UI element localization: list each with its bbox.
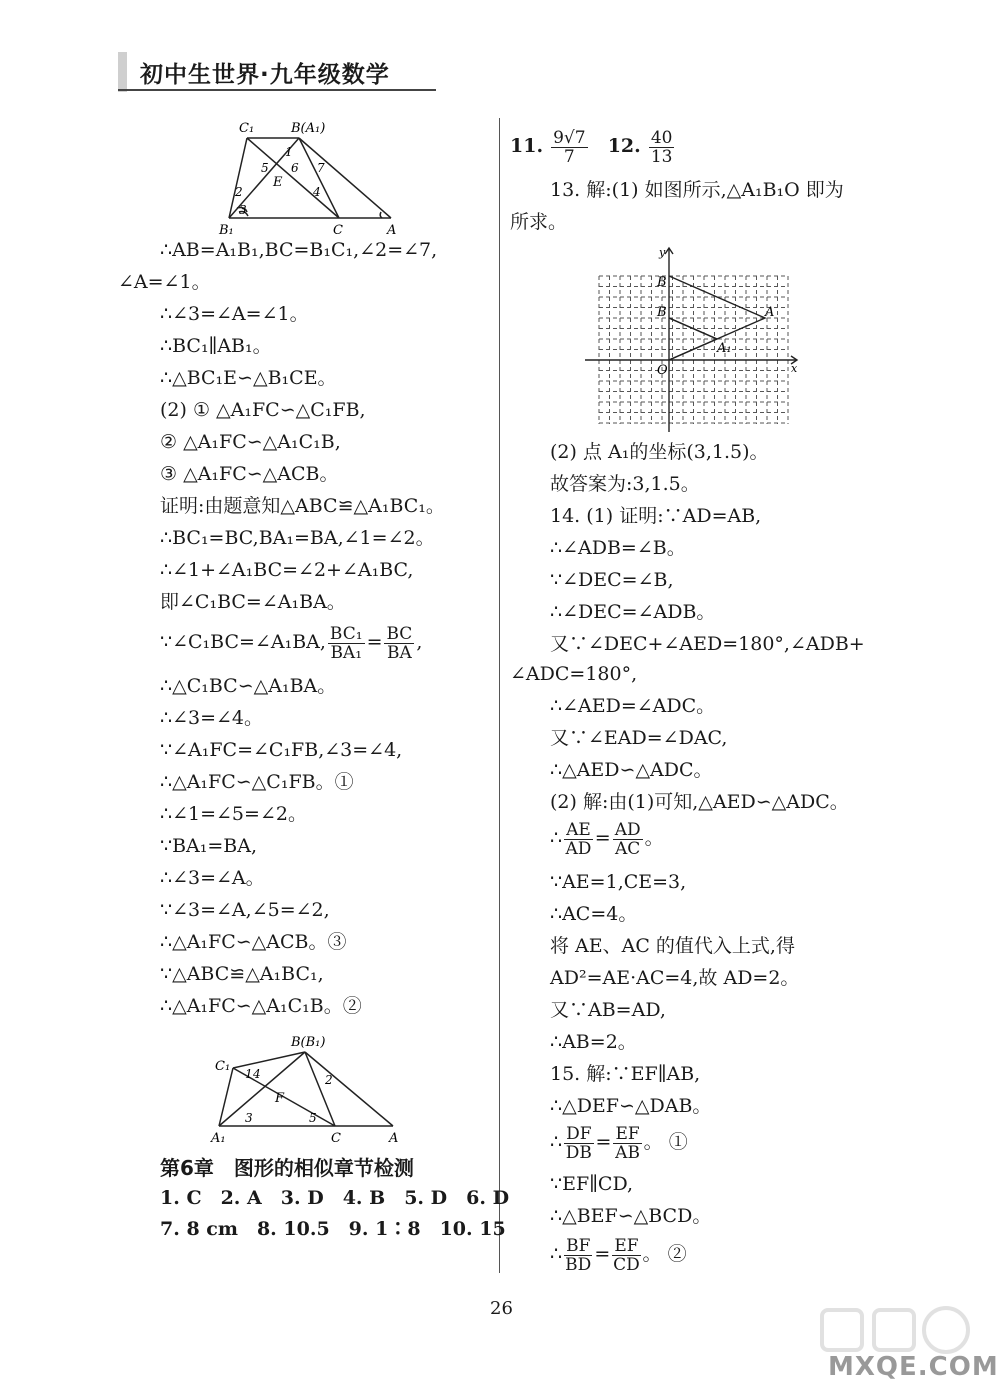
right-line: ∴△AED∽△ADC。 bbox=[550, 759, 713, 781]
right-line: ∴∠ADB=∠B。 bbox=[550, 537, 686, 559]
fig3-label-a: A bbox=[765, 305, 775, 320]
left-line: 证明:由题意知△ABC≌△A₁BC₁。 bbox=[160, 495, 445, 517]
fig2-angle-2: 2 bbox=[325, 1073, 333, 1087]
fig1-angle-3: 3 bbox=[239, 203, 247, 217]
left-line: ∴∠1=∠5=∠2。 bbox=[160, 803, 307, 825]
fig2-label-a1: A₁ bbox=[211, 1131, 226, 1144]
left-line: ∵BA₁=BA, bbox=[160, 835, 258, 857]
fig2-angle-1: 1 bbox=[245, 1067, 253, 1081]
left-line: ∴BC₁=BC,BA₁=BA,∠1=∠2。 bbox=[160, 527, 435, 549]
right-line: 又∵∠DEC+∠AED=180°,∠ADB+ bbox=[550, 633, 865, 655]
header-accent-bar bbox=[118, 52, 127, 92]
fig1-angle-4: 4 bbox=[313, 185, 321, 199]
figure-coordinate-grid bbox=[585, 244, 805, 434]
right-line: 将 AE、AC 的值代入上式,得 bbox=[550, 935, 795, 957]
right-line: ∵∠DEC=∠B, bbox=[550, 569, 674, 591]
right-line: ∴∠AED=∠ADC。 bbox=[550, 695, 716, 717]
right-line-fraction: ∴ $\frac{DF}{DB}$ = $\frac{EF}{AB}$ 。 ① bbox=[550, 1123, 688, 1163]
right-line: ∴AB=2。 bbox=[550, 1031, 637, 1053]
left-line: ∠A=∠1。 bbox=[118, 271, 211, 293]
fraction: $\frac{BC}{BA}$ bbox=[386, 623, 413, 663]
fig3-label-x: x bbox=[791, 362, 798, 375]
left-line: ∴△A₁FC∽△A₁C₁B。② bbox=[160, 995, 362, 1017]
answers-row-2: 7. 8 cm 8. 10.5 9. 1∶8 10. 15 bbox=[160, 1218, 506, 1240]
fraction: $\frac{EF}{CD}$ bbox=[613, 1235, 640, 1275]
right-line: 故答案为:3,1.5。 bbox=[550, 473, 700, 495]
fig2-label-f: F bbox=[275, 1091, 285, 1106]
right-line: 所求。 bbox=[510, 211, 568, 233]
right-line: ∴∠DEC=∠ADB。 bbox=[550, 601, 716, 623]
fraction: $\frac{40}{13}$ bbox=[650, 127, 673, 167]
left-line-text: ∵∠C₁BC=∠A₁BA, bbox=[160, 631, 326, 653]
fig3-label-b1: B bbox=[657, 305, 667, 320]
fig2-label-b: B(B₁) bbox=[291, 1035, 326, 1050]
left-line: ∴AB=A₁B₁,BC=B₁C₁,∠2=∠7, bbox=[160, 239, 438, 261]
right-line-fraction: ∴ $\frac{AE}{AD}$ = $\frac{AD}{AC}$ 。 bbox=[550, 819, 664, 859]
right-line: (2) 点 A₁的坐标(3,1.5)。 bbox=[550, 441, 769, 463]
watermark-text: MXQE.COM bbox=[828, 1352, 999, 1382]
section-title: 第6章 图形的相似章节检测 bbox=[160, 1156, 414, 1180]
right-line: ∴△DEF∽△DAB。 bbox=[550, 1095, 712, 1117]
fig2-angle-4: 4 bbox=[253, 1067, 261, 1081]
header-rule bbox=[118, 89, 436, 91]
fig1-label-a: A bbox=[387, 223, 397, 236]
right-line: 13. 解:(1) 如图所示,△A₁B₁O 即为 bbox=[550, 179, 844, 201]
left-line: ∴△C₁BC∽△A₁BA。 bbox=[160, 675, 337, 697]
fraction: $\frac{AD}{AC}$ bbox=[614, 819, 641, 859]
right-line: ∴△BEF∽△BCD。 bbox=[550, 1205, 712, 1227]
fig1-angle-2: 2 bbox=[235, 185, 243, 199]
left-line: ② △A₁FC∽△A₁C₁B, bbox=[160, 431, 341, 453]
fraction: $\frac{EF}{AB}$ bbox=[615, 1123, 640, 1163]
answers-row-1: 1. C 2. A 3. D 4. B 5. D 6. D bbox=[160, 1187, 510, 1209]
left-line: ∴∠3=∠A=∠1。 bbox=[160, 303, 309, 325]
right-line: 14. (1) 证明:∵AD=AB, bbox=[550, 505, 762, 527]
fig2-angle-5: 5 bbox=[309, 1111, 317, 1125]
left-line: ∴△A₁FC∽△ACB。③ bbox=[160, 931, 347, 953]
fraction: $\frac{BF}{BD}$ bbox=[565, 1235, 592, 1275]
page-number: 26 bbox=[490, 1298, 513, 1319]
fig1-label-b: B(A₁) bbox=[291, 121, 326, 136]
fig3-label-b: B bbox=[657, 275, 667, 290]
right-line: ∴AC=4。 bbox=[550, 903, 638, 925]
fig2-label-a: A bbox=[389, 1131, 399, 1144]
right-line: AD²=AE·AC=4,故 AD=2。 bbox=[550, 967, 800, 989]
fig1-angle-7: 7 bbox=[317, 161, 325, 175]
right-line: ∵AE=1,CE=3, bbox=[550, 871, 687, 893]
right-line: 又∵AB=AD, bbox=[550, 999, 666, 1021]
figure-trapezoid-1 bbox=[215, 118, 415, 236]
fraction: $\frac{9√7}{7}$ bbox=[553, 127, 586, 167]
page-header-title: 初中生世界·九年级数学 bbox=[140, 62, 390, 88]
fig1-angle-5: 5 bbox=[261, 161, 269, 175]
right-line: 15. 解:∵EF∥AB, bbox=[550, 1063, 701, 1085]
left-line: ∴△BC₁E∽△B₁CE。 bbox=[160, 367, 337, 389]
fraction: $\frac{AE}{AD}$ bbox=[565, 819, 592, 859]
fraction: $\frac{DF}{DB}$ bbox=[565, 1123, 592, 1163]
right-line: ∠ADC=180°, bbox=[510, 663, 638, 685]
left-line: ∵∠A₁FC=∠C₁FB,∠3=∠4, bbox=[160, 739, 403, 761]
right-line: ∵EF∥CD, bbox=[550, 1173, 634, 1195]
fig1-angle-1: 1 bbox=[285, 145, 293, 159]
fig2-label-c1: C₁ bbox=[215, 1059, 231, 1074]
fig1-label-c1: C₁ bbox=[239, 121, 255, 136]
left-line: 即∠C₁BC=∠A₁BA。 bbox=[160, 591, 346, 613]
left-line: ∵△ABC≌△A₁BC₁, bbox=[160, 963, 324, 985]
fig1-angle-6: 6 bbox=[291, 161, 299, 175]
fig2-angle-3: 3 bbox=[245, 1111, 253, 1125]
fig1-label-e: E bbox=[273, 175, 283, 190]
left-line: ∴BC₁∥AB₁。 bbox=[160, 335, 272, 357]
fig3-label-o: O bbox=[657, 363, 668, 378]
left-line: (2) ① △A₁FC∽△C₁FB, bbox=[160, 399, 366, 421]
left-line: ∵∠3=∠A,∠5=∠2, bbox=[160, 899, 330, 921]
fig3-label-y: y bbox=[659, 246, 666, 259]
left-line: ∴△A₁FC∽△C₁FB。① bbox=[160, 771, 354, 793]
column-divider bbox=[499, 118, 500, 1273]
left-line-with-fraction: ∵∠C₁BC=∠A₁BA, $\frac{\text{BC₁}}{\text{BA₁}}$ = $\frac{BC}{BA}$ , bbox=[160, 623, 423, 663]
left-line: ∴∠1+∠A₁BC=∠2+∠A₁BC, bbox=[160, 559, 414, 581]
figure-trapezoid-2 bbox=[205, 1032, 415, 1144]
left-line: ∴∠3=∠A。 bbox=[160, 867, 265, 889]
fig1-label-c: C bbox=[333, 223, 343, 236]
right-line-fraction: ∴ $\frac{BF}{BD}$ = $\frac{EF}{CD}$ 。 ② bbox=[550, 1235, 687, 1275]
answer-11-12: 11. $\frac{9√7}{7}$ 12. $\frac{40}{13}$ bbox=[510, 127, 673, 167]
fig2-label-c: C bbox=[331, 1131, 341, 1144]
right-line: 又∵∠EAD=∠DAC, bbox=[550, 727, 728, 749]
right-line: (2) 解:由(1)可知,△AED∽△ADC。 bbox=[550, 791, 849, 813]
fraction: $\frac{\text{BC₁}}{\text{BA₁}}$ bbox=[329, 623, 363, 663]
fig1-label-b1: B₁ bbox=[219, 223, 234, 236]
left-line: ③ △A₁FC∽△ACB。 bbox=[160, 463, 339, 485]
left-line: ∴∠3=∠4。 bbox=[160, 707, 264, 729]
fig3-label-a1: A₁ bbox=[717, 341, 732, 356]
